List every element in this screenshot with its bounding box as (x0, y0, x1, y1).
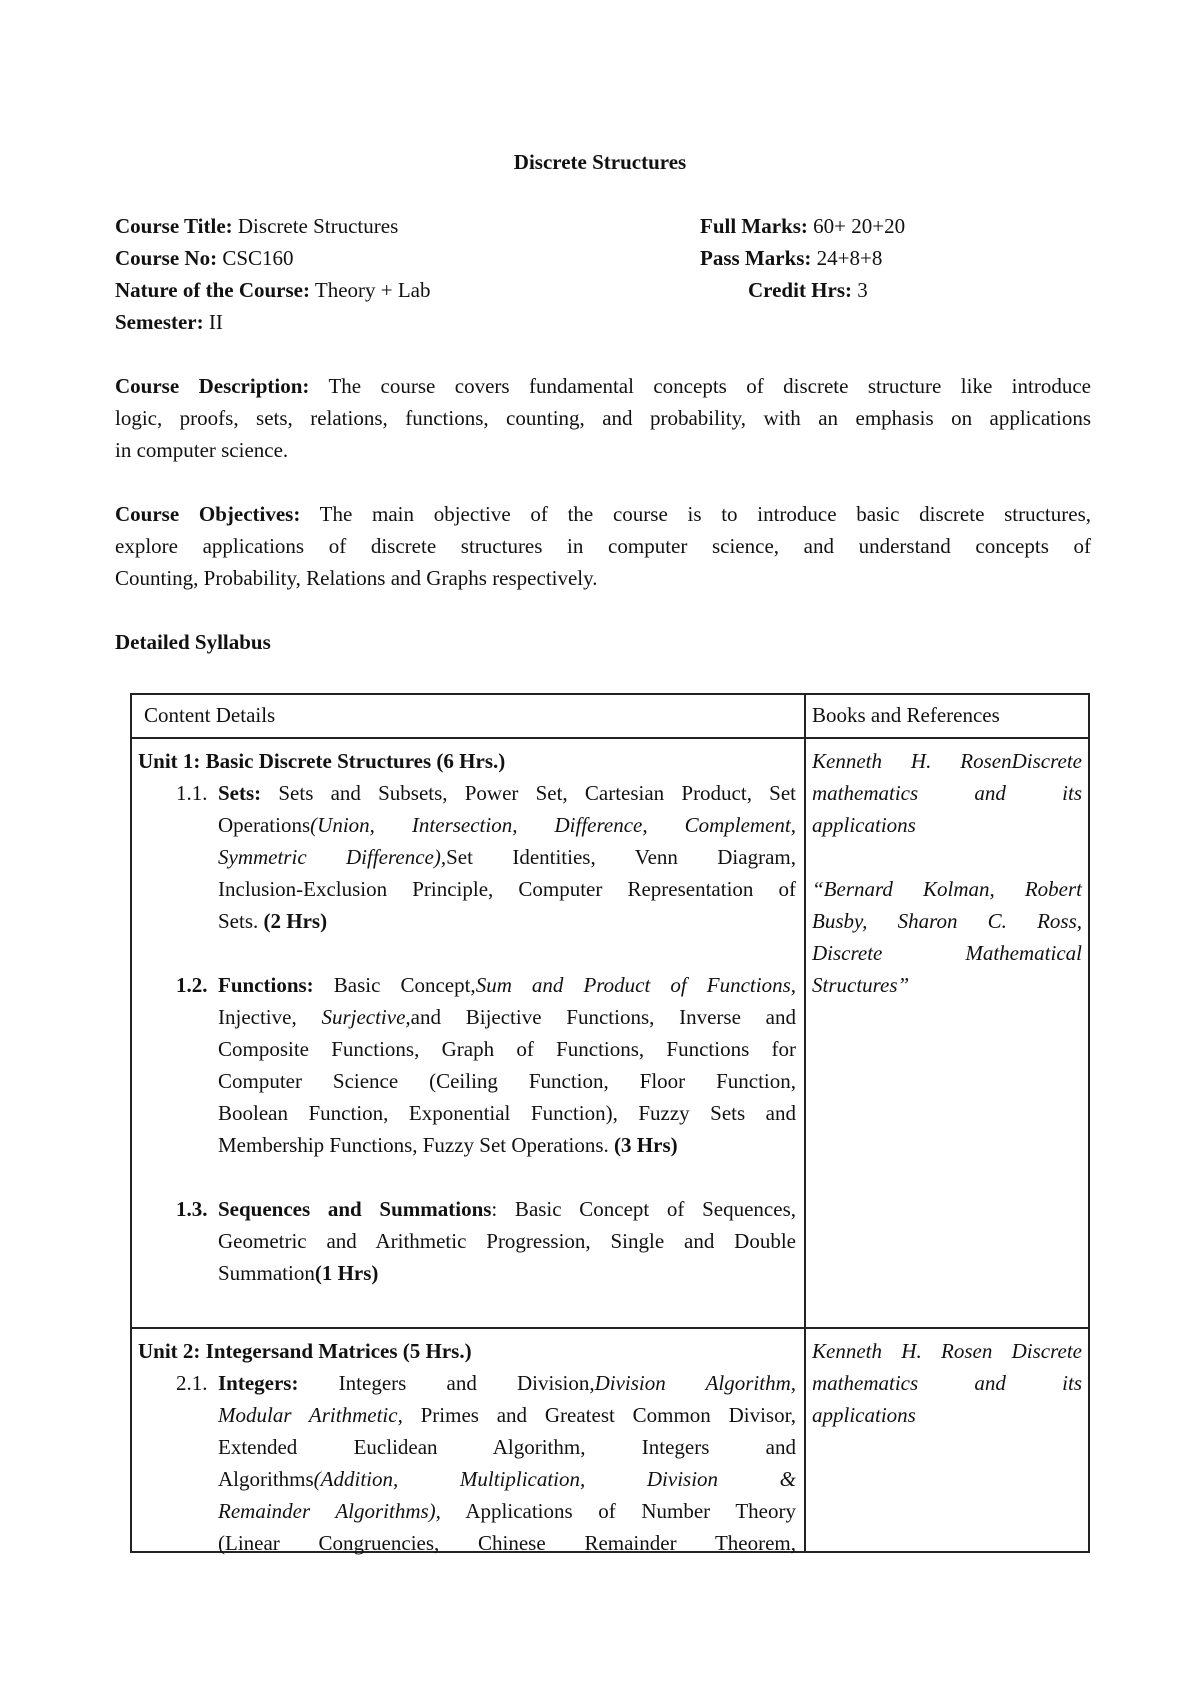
table-row (131, 738, 1089, 1328)
course-title-line: Course Title: Discrete Structures (115, 214, 399, 238)
table-row (131, 1328, 1089, 1552)
table-header-row (131, 694, 1089, 738)
semester-line: Semester: II (115, 310, 223, 334)
section-1-2: Functions: Basic Concept,Sum and Product of Functions, Injective, Surjective,and Bijective Functions, Inverse and Composite Functions, Graph of Functions, Functions for Computer Science (Ceiling Function, Floor Function, Boolean Function, Exponential Function), Fuzzy Sets and Membership Functions, Fuzzy Set Operations. (3 Hrs) (218, 973, 797, 1157)
syllabus-table (130, 693, 1090, 1553)
full-marks-line: Full Marks: 60+ 20+20 (700, 214, 906, 238)
header-cell-references: Books and References (805, 694, 1089, 738)
unit1-reference-list: Kenneth H. RosenDiscrete mathematics and its applications “Bernard Kolman, Robert Busby, Sharon C. Ross, Discrete Mathematical Structures” (812, 749, 1082, 997)
credit-hours-line: Credit Hrs: 3 (748, 278, 868, 302)
section-2-1: Integers: Integers and Division,Division Algorithm, Modular Arithmetic, Primes and Greatest Common Divisor, Extended Euclidean Algorithm, Integers and Algorithms(Addition, Multiplication, Division & Remainder Algorithms), Applications of Number Theory (Linear Congruencies, Chinese Remainder Theorem, (218, 1371, 797, 1555)
pass-marks-line: Pass Marks: 24+8+8 (700, 246, 883, 270)
unit1-references (805, 738, 1089, 1328)
section-number: 1.1. (176, 781, 208, 805)
unit1-content (131, 738, 805, 1328)
course-objectives: Course Objectives: The main objective of the course is to introduce basic discrete structures, explore applications of discrete structures in computer science, and understand concepts of Counting, Probability, Relations and Graphs respectively. (115, 502, 1092, 590)
section-1-3: Sequences and Summations: Basic Concept of Sequences, Geometric and Arithmetic Progression, Single and Double Summation(1 Hrs) (218, 1197, 796, 1285)
page-title: Discrete Structures (513, 150, 687, 174)
unit2-content (131, 1328, 805, 1555)
unit2-references (805, 1328, 1089, 1552)
section-number: 2.1. (176, 1371, 208, 1395)
unit2-reference-list: Kenneth H. Rosen Discrete mathematics and its applications (812, 1339, 1082, 1427)
unit1-title: Unit 1: Basic Discrete Structures (6 Hrs.) (138, 749, 506, 773)
course-description: Course Description: The course covers fundamental concepts of discrete structure like introduce logic, proofs, sets, relations, functions, counting, and probability, with an emphasis on applications in computer science. (115, 374, 1091, 462)
unit2-title: Unit 2: Integersand Matrices (5 Hrs.) (138, 1339, 472, 1363)
syllabus-heading: Detailed Syllabus (115, 630, 271, 654)
section-number: 1.3. (176, 1197, 208, 1221)
section-number: 1.2. (176, 973, 208, 997)
section-1-1: Sets: Sets and Subsets, Power Set, Cartesian Product, Set Operations(Union, Intersection, Difference, Complement, Symmetric Difference),Set Identities, Venn Diagram, Inclusion-Exclusion Principle, Computer Representation of Sets. (2 Hrs) (218, 781, 796, 933)
header-cell-content: Content Details (131, 694, 805, 738)
nature-line: Nature of the Course: Theory + Lab (115, 278, 431, 302)
course-no-line: Course No: CSC160 (115, 246, 294, 270)
